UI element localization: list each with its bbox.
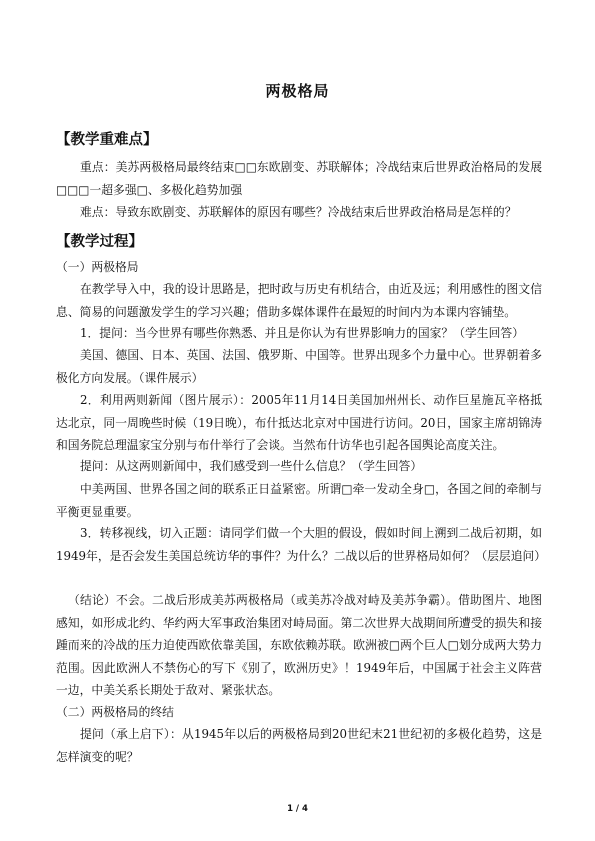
paragraph-key-point: 重点：美苏两极格局最终结束□□东欧剧变、苏联解体；冷战结束后世界政治格局的发展□□□一超多强□、多极化趋势加强 (56, 160, 542, 197)
heading-teaching-process: 【教学过程】 (56, 234, 143, 250)
page-number: 1 / 4 (287, 804, 308, 814)
paragraph-question-2: 提问：从这两则新闻中，我们感受到一些什么信息？（学生回答） (80, 459, 423, 473)
subheading-end-of-bipolar: （二）两极格局的终结 (56, 705, 174, 719)
paragraph-question-3: 3．转移视线，切入正题：请同学们做一个大胆的假设，假如时间上溯到二战后初期，如1949年，是否会发生美国总统访华的事件？为什么？二战以后的世界格局如何？（层层追问） (56, 526, 547, 563)
paragraph-difficulty: 难点：导致东欧剧变、苏联解体的原因有哪些？冷战结束后世界政治格局是怎样的？ (80, 205, 517, 219)
paragraph-question-1: 1．提问：当今世界有哪些你熟悉、并且是你认为有世界影响力的国家？（学生回答） (80, 326, 524, 340)
subheading-bipolar-pattern: （一）两极格局 (56, 260, 139, 274)
paragraph-question-4: 提问（承上启下）：从1945年以后的两极格局到20世纪末21世纪初的多极化趋势，这是怎样演变的呢？ (56, 727, 542, 764)
paragraph-intro-design: 在教学导入中，我的设计思路是，把时政与历史有机结合，由近及远；利用感性的图文信息、简易的问题激发学生的学习兴趣；借助多媒体课件在最短的时间内为本课内容铺垫。 (56, 282, 542, 319)
document-title: 两极格局 (265, 82, 330, 100)
paragraph-news: 2．利用两则新闻（图片展示）：2005年11月14日美国加州州长、动作巨星施瓦辛格抵达北京，同一周晚些时候（19日晚），布什抵达北京对中国进行访问。20日，国家主席胡锦涛和国务院总理温家宝分别与布什举行了会谈。当然布什访华也引起各国舆论高度关注。 (56, 393, 542, 452)
paragraph-conclusion: （结论）不会。二战后形成美苏两极格局（或美苏冷战对峙及美苏争霸）。借助图片、地图感知，如形成北约、华约两大军事政治集团对峙局面。第二次世界大战期间所遭受的损失和接踵而来的冷战的压力迫使西欧依靠美国，东欧依赖苏联。欧洲被□两个巨人□划分成两大势力范围。因此欧洲人不禁伤心的写下《别了，欧洲历史》！1949年后，中国属于社会主义阵营一边，中美关系长期处于敌对、紧张状态。 (56, 593, 542, 697)
paragraph-answer-1: 美国、德国、日本、英国、法国、俄罗斯、中国等。世界出现多个力量中心。世界朝着多极化方向发展。（课件展示） (56, 348, 542, 385)
paragraph-answer-2: 中美两国、世界各国之间的联系正日益紧密。所谓□牵一发动全身□，各国之间的牵制与平衡更显重要。 (56, 482, 542, 519)
heading-teaching-focus: 【教学重难点】 (56, 132, 158, 148)
